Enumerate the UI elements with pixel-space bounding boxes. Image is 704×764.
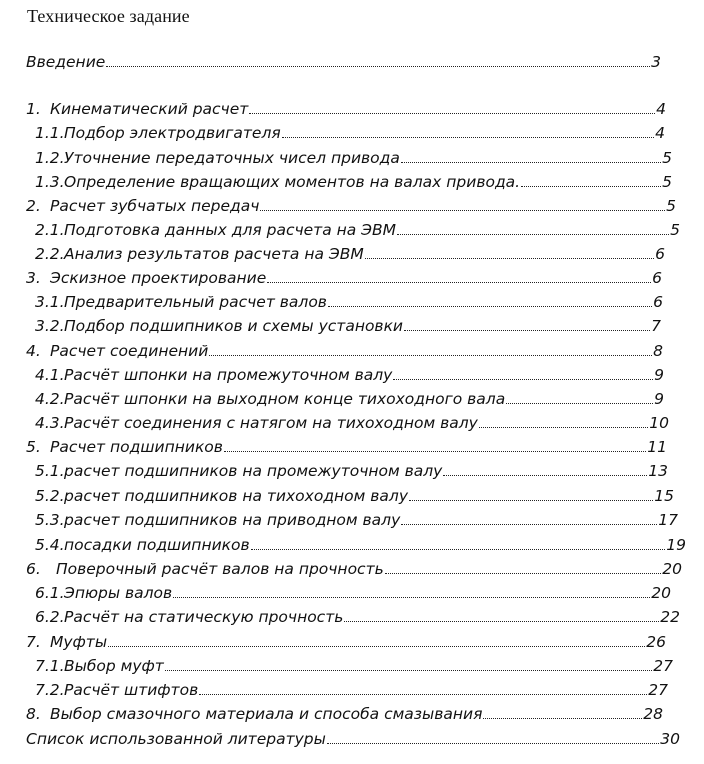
toc-entry [26, 94, 666, 118]
toc-entry [26, 47, 661, 71]
toc-entry-number: 2.2. [35, 245, 65, 263]
toc-dot-leader [365, 258, 654, 259]
toc-dot-leader [106, 66, 650, 67]
toc-dot-leader [401, 162, 661, 163]
toc-entry-page: 27 [648, 681, 668, 699]
toc-dot-leader [404, 330, 650, 331]
toc-entry-page: 13 [648, 462, 668, 480]
toc-entry [35, 239, 665, 263]
toc-dot-leader [506, 403, 653, 404]
toc-entry-page: 15 [654, 487, 674, 505]
toc-entry-title: Расчёт штифтов [64, 681, 199, 699]
toc-entry-title: Расчёт соединения с натягом на тихоходном валу [64, 414, 478, 432]
toc-entry-number: 5.4. [35, 536, 65, 554]
toc-dot-leader [344, 621, 659, 622]
toc-dot-leader [224, 451, 646, 452]
toc-entry-page: 7 [651, 317, 661, 335]
toc-entry-number: 6.2. [35, 608, 65, 626]
toc-entry [26, 432, 667, 456]
toc-entry-title: Список использованной литературы [26, 730, 326, 748]
toc-dot-leader [173, 597, 650, 598]
toc-dot-leader [385, 573, 662, 574]
toc-entry-page: 4 [656, 100, 666, 118]
toc-entry-page: 6 [652, 269, 662, 287]
toc-entry-number: 4.2. [35, 390, 65, 408]
toc-entry-page: 10 [649, 414, 669, 432]
toc-entry-page: 5 [670, 221, 680, 239]
toc-entry-title: Введение [26, 53, 106, 71]
toc-entry-page: 22 [660, 608, 680, 626]
toc-entry-page: 11 [647, 438, 667, 456]
toc-entry-title: Расчёт на статическую прочность [64, 608, 344, 626]
toc-dot-leader [401, 524, 657, 525]
toc-entry-number: 5.3. [35, 511, 65, 529]
toc-entry [26, 191, 676, 215]
toc-entry-number: 3.1. [35, 293, 65, 311]
toc-entry-title: Подбор подшипников и схемы установки [64, 317, 404, 335]
toc-dot-leader [328, 306, 652, 307]
toc-entry-number: 2. [26, 197, 41, 215]
toc-entry [26, 724, 680, 748]
toc-entry-number: 5.2. [35, 487, 65, 505]
toc-entry [35, 481, 674, 505]
toc-entry-title: Эпюры валов [64, 584, 173, 602]
toc-entry [35, 384, 664, 408]
toc-entry-title: посадки подшипников [64, 536, 250, 554]
toc-entry [26, 336, 663, 360]
toc-entry [35, 167, 672, 191]
toc-entry-title: Подготовка данных для расчета на ЭВМ [64, 221, 397, 239]
toc-entry-page: 5 [666, 197, 676, 215]
toc-entry-title: Определение вращающих моментов на валах привода. [64, 173, 521, 191]
toc-entry-title: расчет подшипников на промежуточном валу [64, 462, 443, 480]
toc-dot-leader [479, 427, 648, 428]
toc-dot-leader [327, 743, 659, 744]
toc-entry-number: 5.1. [35, 462, 65, 480]
toc-entry [35, 602, 680, 626]
toc-entry [35, 143, 672, 167]
toc-entry [35, 578, 671, 602]
toc-entry [35, 215, 680, 239]
toc-dot-leader [260, 210, 665, 211]
toc-dot-leader [267, 282, 651, 283]
toc-entry-page: 4 [655, 124, 665, 142]
toc-entry-page: 6 [653, 293, 663, 311]
page-title: Техническое задание [27, 6, 190, 26]
toc-dot-leader [483, 718, 642, 719]
toc-entry-title: Расчет зубчатых передач [50, 197, 260, 215]
toc-entry-page: 28 [643, 705, 663, 723]
toc-entry-title: Кинематический расчет [50, 100, 249, 118]
toc-entry-page: 17 [658, 511, 678, 529]
toc-dot-leader [409, 500, 653, 501]
toc-entry-title: Эскизное проектирование [50, 269, 267, 287]
toc-entry-page: 19 [666, 536, 686, 554]
toc-entry-page: 30 [660, 730, 680, 748]
toc-entry-page: 5 [662, 173, 672, 191]
toc-entry-title: Расчёт шпонки на промежуточном валу [64, 366, 393, 384]
toc-entry-page: 5 [662, 149, 672, 167]
toc-entry-title: Поверочный расчёт валов на прочность [56, 560, 384, 578]
toc-entry-page: 8 [653, 342, 663, 360]
toc-entry-title: Расчет подшипников [50, 438, 223, 456]
toc-entry-page: 26 [646, 633, 666, 651]
toc-entry-number: 7.2. [35, 681, 65, 699]
toc-entry-page: 20 [651, 584, 671, 602]
toc-entry-title: Расчет соединений [50, 342, 209, 360]
toc-entry [35, 287, 663, 311]
toc-entry [26, 699, 663, 723]
toc-dot-leader [397, 234, 669, 235]
toc-entry-title: Выбор смазочного материала и способа смазывания [50, 705, 483, 723]
toc-entry [35, 118, 665, 142]
toc-entry [35, 408, 669, 432]
toc-dot-leader [165, 670, 652, 671]
toc-entry [35, 456, 668, 480]
toc-entry-number: 7. [26, 633, 41, 651]
toc-entry [35, 311, 661, 335]
toc-dot-leader [251, 549, 666, 550]
toc-dot-leader [199, 694, 647, 695]
toc-dot-leader [108, 646, 645, 647]
toc-entry-number: 4.3. [35, 414, 65, 432]
toc-entry [35, 360, 664, 384]
toc-entry-number: 8. [26, 705, 41, 723]
toc-entry-title: Уточнение передаточных чисел привода [64, 149, 400, 167]
toc-entry-number: 3. [26, 269, 41, 287]
toc-entry [35, 530, 686, 554]
toc-entry-title: Предварительный расчет валов [64, 293, 327, 311]
toc-entry-number: 4.1. [35, 366, 65, 384]
toc-entry-number: 5. [26, 438, 41, 456]
toc-entry [35, 675, 668, 699]
toc-dot-leader [282, 137, 654, 138]
toc-entry-number: 4. [26, 342, 41, 360]
toc-entry-number: 1.2. [35, 149, 65, 167]
toc-entry-number: 1.1. [35, 124, 65, 142]
toc-entry-number: 2.1. [35, 221, 65, 239]
toc-entry-page: 6 [655, 245, 665, 263]
toc-entry-number: 1. [26, 100, 41, 118]
toc-entry [26, 554, 682, 578]
toc-entry [35, 651, 673, 675]
toc-entry-page: 9 [654, 390, 664, 408]
toc-entry-page: 20 [662, 560, 682, 578]
toc-entry-title: Анализ результатов расчета на ЭВМ [64, 245, 364, 263]
toc-entry-title: расчет подшипников на приводном валу [64, 511, 401, 529]
toc-entry-number: 7.1. [35, 657, 65, 675]
toc-entry [35, 505, 678, 529]
toc-dot-leader [209, 355, 652, 356]
toc-entry-number: 3.2. [35, 317, 65, 335]
toc-entry-title: Выбор муфт [64, 657, 164, 675]
toc-entry-number: 6.1. [35, 584, 65, 602]
toc-entry [26, 263, 662, 287]
toc-entry-page: 27 [653, 657, 673, 675]
toc-entry-title: Муфты [50, 633, 108, 651]
toc-entry [26, 627, 666, 651]
toc-entry-number: 6. [26, 560, 41, 578]
toc-dot-leader [249, 113, 655, 114]
toc-dot-leader [443, 475, 647, 476]
toc-entry-title: Подбор электродвигателя [64, 124, 281, 142]
toc-dot-leader [521, 186, 661, 187]
toc-entry-page: 3 [651, 53, 661, 71]
toc-entry-title: расчет подшипников на тихоходном валу [64, 487, 408, 505]
toc-entry-number: 1.3. [35, 173, 65, 191]
toc-dot-leader [393, 379, 653, 380]
toc-entry-page: 9 [654, 366, 664, 384]
toc-entry-title: Расчёт шпонки на выходном конце тихоходного вала [64, 390, 506, 408]
